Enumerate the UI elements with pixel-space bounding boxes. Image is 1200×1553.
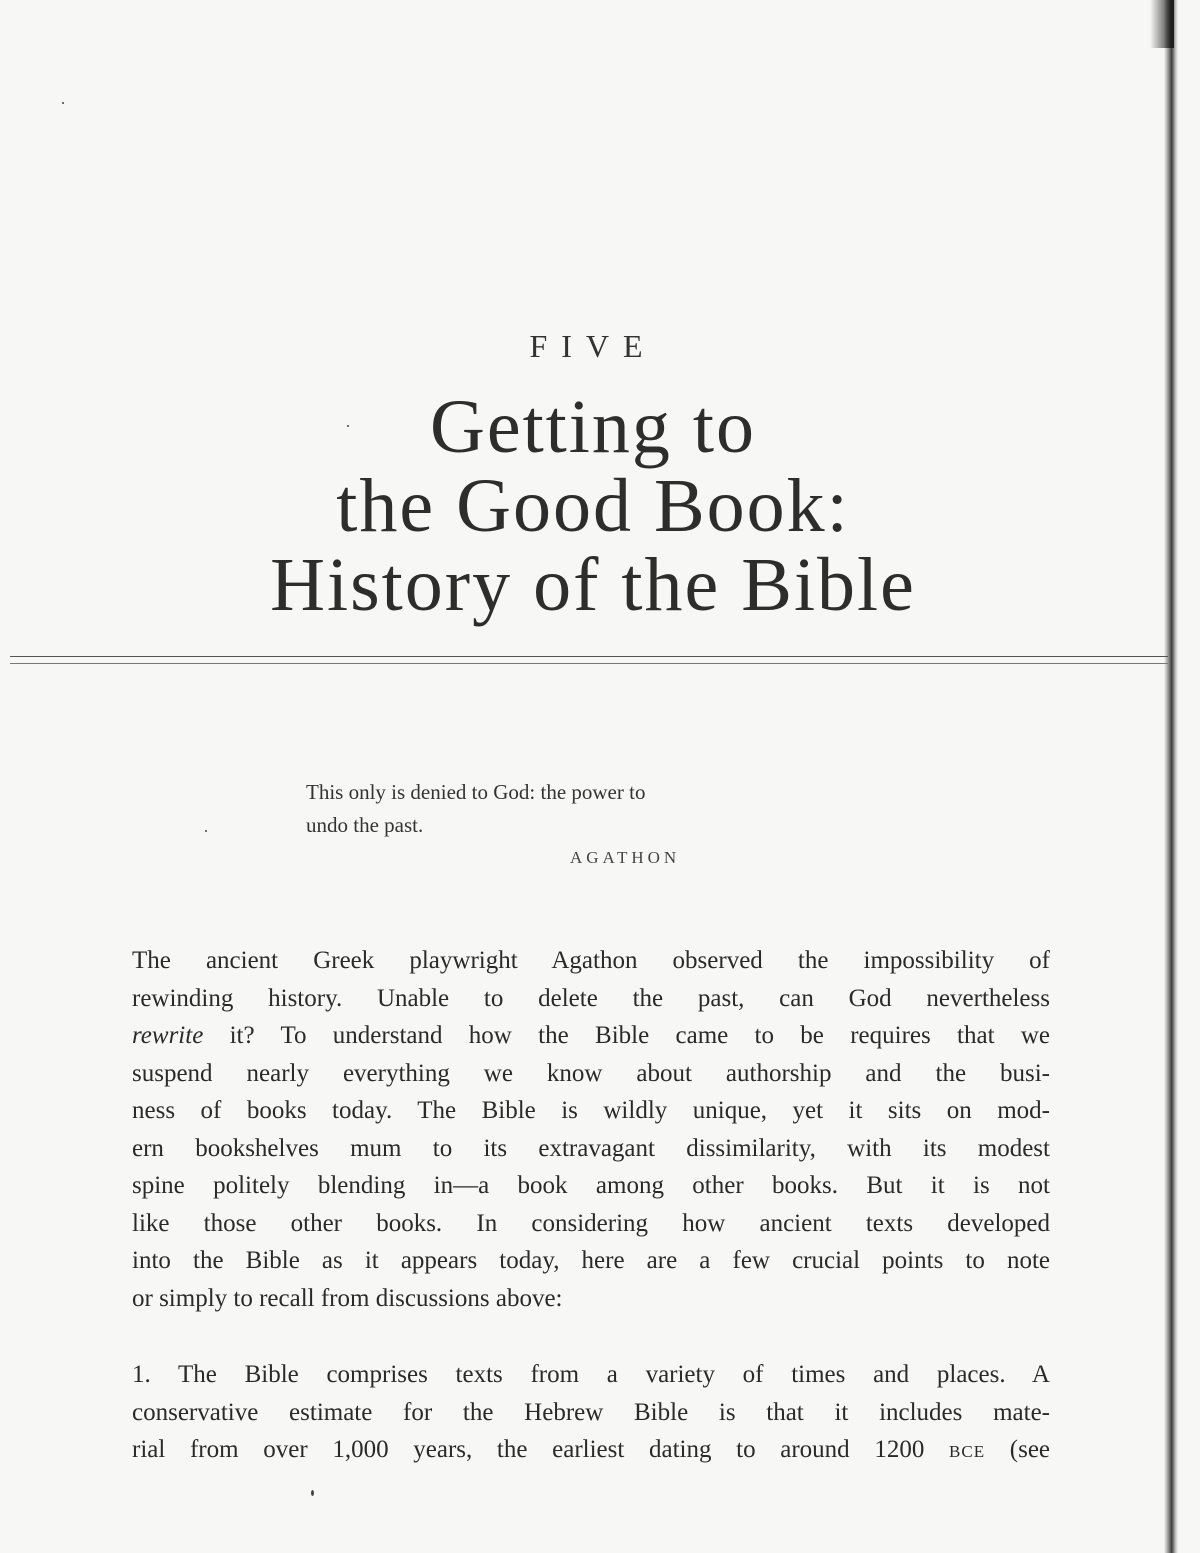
paragraph-line: ern bookshelves mum to its extravagant dissimilarity, with its modest — [132, 1134, 1050, 1162]
chapter-number: FIVE — [529, 328, 657, 364]
paragraph-line: suspend nearly everything we know about authorship and the busi- — [132, 1059, 1050, 1087]
paragraph-line: into the Bible as it appears today, here are a few crucial points to note — [132, 1247, 1050, 1274]
italic-word: rewrite — [132, 1022, 204, 1049]
paragraph-line: spine politely blending in—a book among other books. But it is not — [132, 1172, 1050, 1199]
paragraph-line-end: (see — [1009, 1436, 1051, 1463]
chapter-title — [0, 385, 1186, 627]
epigraph-attribution: AGATHON — [570, 848, 681, 867]
paragraph-line: or simply to recall from discussions above: — [132, 1284, 563, 1312]
paragraph-line-rest: it? To understand how the Bible came to be requires that we — [229, 1022, 1050, 1049]
scan-speck — [311, 1490, 314, 1496]
paragraph-line: The ancient Greek playwright Agathon observed the impossibility of — [132, 947, 1050, 974]
epigraph-line-2: undo the past. — [306, 813, 424, 837]
scan-speck — [205, 830, 207, 832]
paragraph-line — [132, 1017, 1050, 1055]
scan-speck — [62, 102, 64, 104]
title-divider-top — [10, 656, 1168, 657]
chapter-title-line-1: Getting to — [429, 385, 757, 469]
paragraph-line: like those other books. In considering how ancient texts developed — [132, 1209, 1050, 1237]
paragraph-line: conservative estimate for the Hebrew Bible is that it includes mate- — [132, 1398, 1050, 1426]
title-divider-bottom — [10, 663, 1168, 664]
chapter-title-line-2: the Good Book: — [336, 464, 850, 548]
scan-edge-shadow — [1164, 0, 1178, 1553]
paragraph-intro — [132, 942, 1050, 1317]
scan-edge-corner — [1150, 0, 1174, 48]
paragraph-line-start: rial from over 1,000 years, the earliest dating to around 1200 — [132, 1436, 925, 1463]
chapter-title-line-3: History of the Bible — [270, 543, 916, 627]
paragraph-line: rewinding history. Unable to delete the past, can God nevertheless — [132, 984, 1050, 1012]
epigraph-line-1: This only is denied to God: the power to — [306, 780, 646, 804]
era-abbreviation: BCE — [949, 1442, 986, 1461]
paragraph-line: 1. The Bible comprises texts from a variety of times and places. A — [132, 1361, 1050, 1388]
scan-speck — [347, 425, 349, 427]
paragraph-point-1 — [132, 1356, 1050, 1471]
paragraph-line: ness of books today. The Bible is wildly unique, yet it sits on mod- — [132, 1097, 1050, 1124]
epigraph-quote — [306, 776, 776, 842]
paragraph-line — [132, 1431, 1050, 1471]
